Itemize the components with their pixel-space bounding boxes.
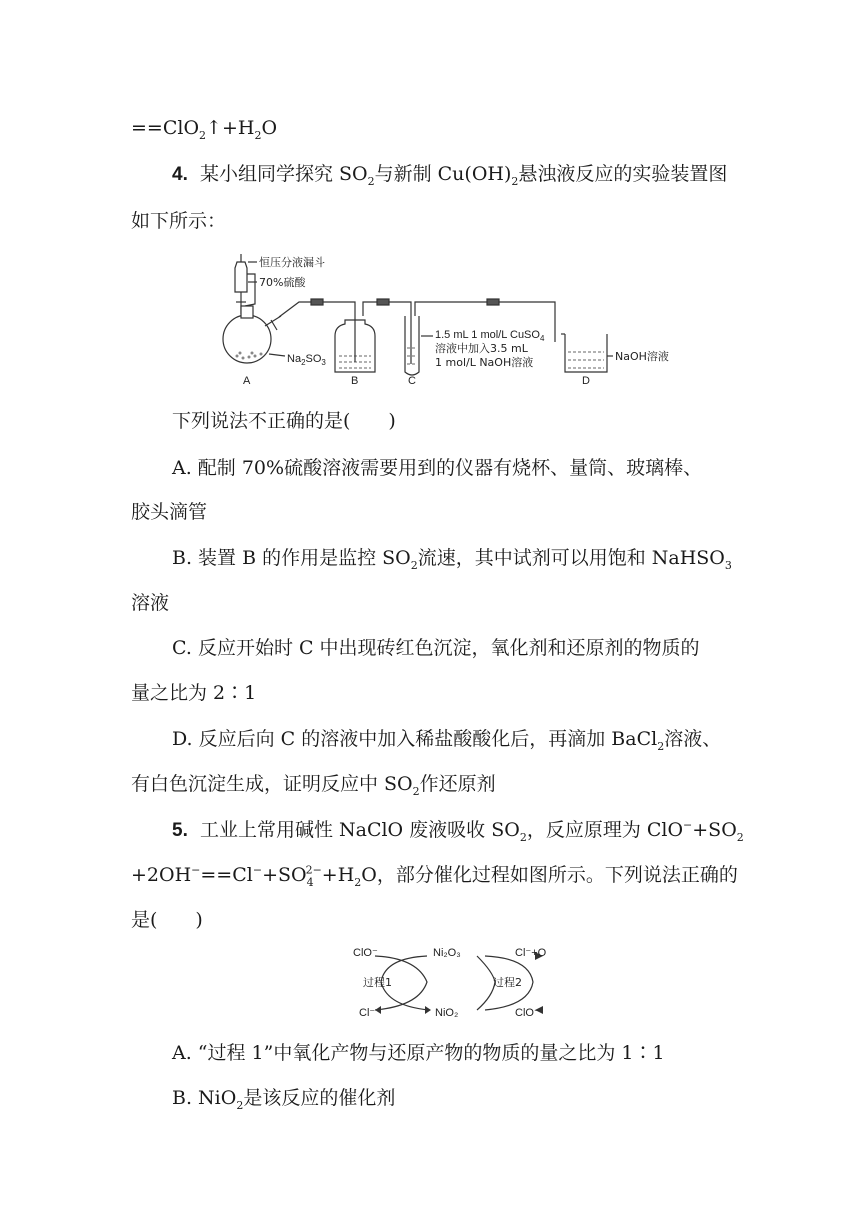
round-flask [223,315,271,363]
option-4c-cont: 量之比为 2∶1 [131,682,257,704]
question-4-stem: 4. 某小组同学探究 $SO_2$与新制 $Cu(OH)_2$悬浊液反应的实验装置图 [172,163,728,188]
option-4c: C. 反应开始时 C 中出现砖红色沉淀，氧化剂和还原剂的物质的 [172,637,700,659]
funnel-label: 恒压分液漏斗 [259,256,325,269]
label-c: C [408,375,416,387]
c-label-3: 1 mol/L NaOH溶液 [435,356,534,369]
question-5-stem: 5. 工业上常用碱性 NaClO 废液吸收 $SO_2$，反应原理为 $ClO^-+SO_2$ [172,818,744,844]
question-number: 4. [172,164,188,185]
c-label-2: 溶液中加入3.5 mL [435,342,528,355]
process2-label: 过程2 [493,976,522,989]
salt-label: $Na_2SO_3$ [287,353,326,367]
ni2o3-label: Ni₂O₃ [433,947,461,959]
funnel-body [235,254,247,292]
question-4-stem-cont: 如下所示： [131,210,227,232]
cl-o-label: Cl⁻+O [515,947,547,959]
nio2-label: NiO₂ [435,1007,459,1019]
option-4a-cont: 胶头滴管 [131,501,208,523]
option-4d: D. 反应后向 C 的溶液中加入稀盐酸酸化后，再滴加 BaCl$_2$溶液、 [172,728,722,753]
option-4a: A. 配制 70%硫酸溶液需要用到的仪器有烧杯、量筒、玻璃棒、 [172,457,703,479]
test-tube-c [405,316,419,375]
clo-right: ClO⁻ [515,1007,540,1019]
acid-label: 70%硫酸 [259,276,306,289]
equation-continuation: $==ClO_2↑+H_2O$ [131,117,278,142]
question-5-stem-cont: $+2OH^-==Cl^-+SO_4^{2-}+H_2O$，部分催化过程如图所示。下列说法正确的 [131,863,738,889]
process1-label: 过程1 [363,976,392,989]
question-4-prompt: 下列说法不正确的是( ) [172,410,396,432]
option-5b: B. NiO$_2$是该反应的催化剂 [172,1087,396,1112]
question-number: 5. [172,820,188,841]
c-label-1: 1.5 mL 1 mol/L CuSO$_4$ [435,329,545,343]
clo-left: ClO⁻ [353,947,378,959]
label-b: B [351,375,359,387]
label-d: D [582,375,590,387]
question-5-stem-end: 是( ) [131,909,203,931]
option-4b: B. 装置 B 的作用是监控 $SO_2$流速，其中试剂可以用饱和 NaHSO$_3$ [172,547,732,572]
beaker-d [565,334,607,372]
catalytic-cycle-diagram [345,942,565,1022]
d-label: NaOH溶液 [615,350,669,363]
apparatus-diagram [215,244,735,394]
option-4b-cont: 溶液 [131,592,170,614]
option-5a: A. “过程 1”中氧化产物与还原产物的物质的量之比为 1∶1 [172,1042,665,1064]
label-a: A [243,375,251,387]
option-4d-cont: 有白色沉淀生成，证明反应中 $SO_2$作还原剂 [131,773,496,798]
cl-left: Cl⁻ [359,1007,376,1019]
